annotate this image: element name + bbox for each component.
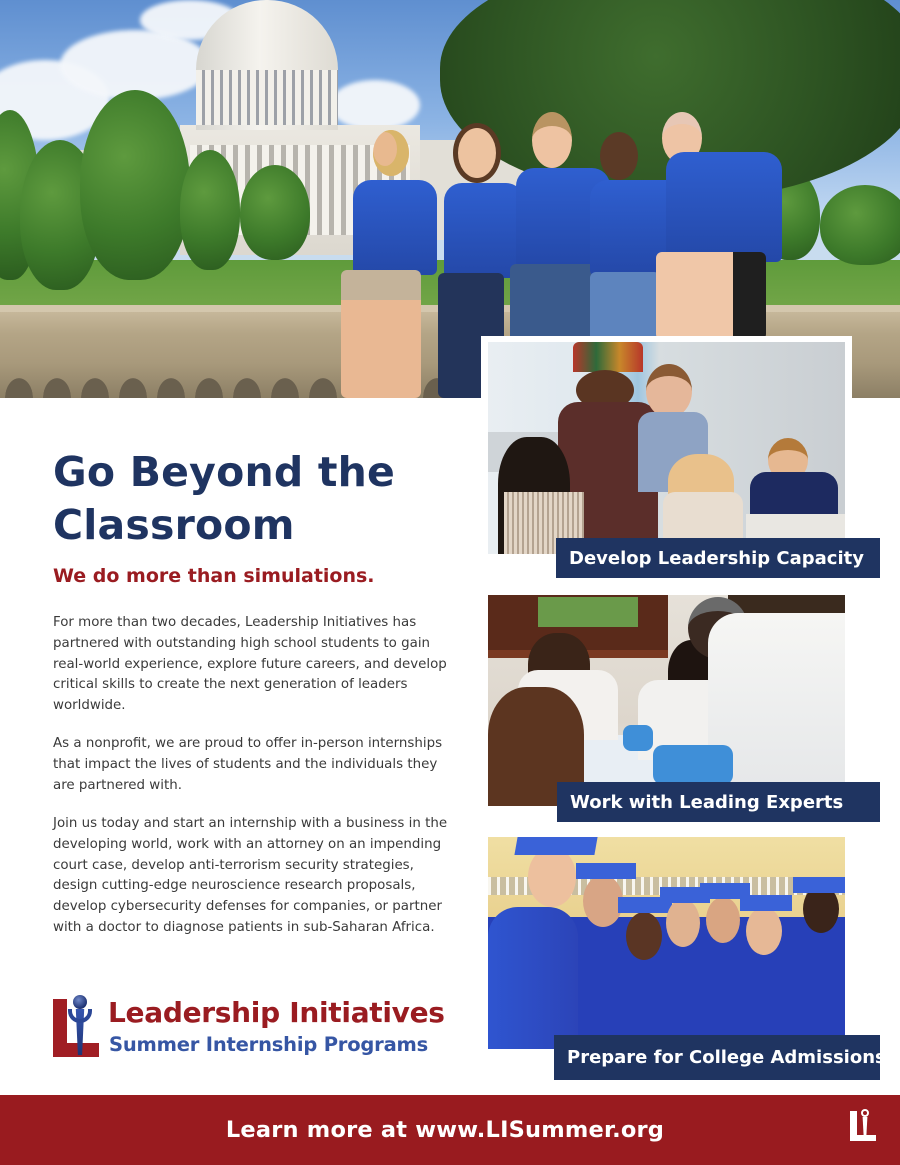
feature-caption-experts: Work with Leading Experts [557,782,880,822]
cloud [330,80,420,130]
body-paragraph-join: Join us today and start an internship with a business in the developing world, work with an attorney on an impending court case, develop anti-terrorism security strategies, design cutting-edge neuroscience research proposals, develop cybersecurity defenses for companies, or partner with a doctor to diagnose patients in sub-Saharan Africa. [53,816,448,935]
li-logo-white-icon [850,1109,878,1141]
feature-photo-leadership [488,342,845,554]
page-title-line2: Classroom [53,501,295,549]
body-paragraph-intro: For more than two decades, Leadership Initiatives has partnered with outstanding high school students to gain real-world experience, explore future careers, and develop critical skills to create the next generation of leaders worldwide. [53,615,447,714]
feature-caption-leadership: Develop Leadership Capacity [556,538,880,578]
feature-photo-experts [488,595,845,806]
student-figure [652,112,792,340]
student-figure [335,130,445,398]
footer-banner [0,1095,900,1165]
page-title-line1: Go Beyond the [53,448,396,496]
tree [240,165,310,260]
body-paragraph-nonprofit: As a nonprofit, we are proud to offer in-person internships that impact the lives of students and the individuals they are partnered with. [53,736,443,793]
subheading: We do more than simulations. [53,565,375,587]
page-title [53,446,463,552]
logo-title: Leadership Initiatives [108,996,445,1029]
tree [180,150,240,270]
tree [820,185,900,265]
tree [80,90,190,280]
feature-caption-college: Prepare for College Admissions [554,1035,880,1080]
logo-subtitle: Summer Internship Programs [109,1033,429,1056]
capitol-dome-columns [196,70,338,125]
feature-photo-college [488,837,845,1049]
li-logo-icon [53,995,101,1057]
footer-website-link[interactable]: Learn more at www.LISummer.org [225,1117,665,1143]
